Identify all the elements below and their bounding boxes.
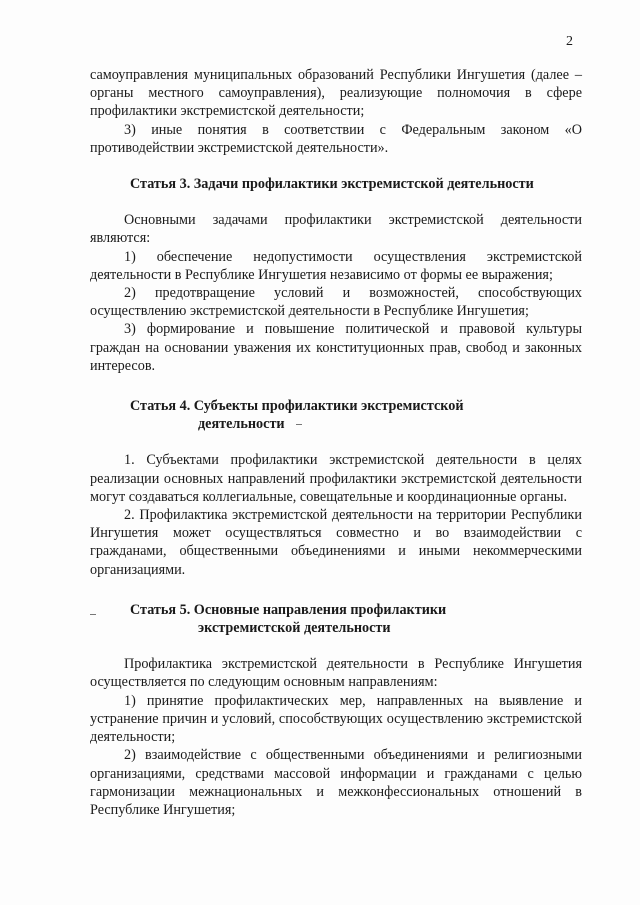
article-heading-line: Статья 3. Задачи профилактики экстремистской деятельности [130,176,534,193]
article-heading-line: деятельности [198,416,285,433]
scan-artifact [90,614,96,615]
paragraph: 1) принятие профилактических мер, направленных на выявление и устранение причин и условий, способствующих осуществлению экстремистской деятельности; [90,692,582,746]
paragraph: 1) обеспечение недопустимости осуществления экстремистской деятельности в Республике Ингушетия независимо от формы ее выражения; [90,248,582,283]
paragraph: 1. Субъектами профилактики экстремистской деятельности в целях реализации основных направлений профилактики экстремистской деятельности могут создаваться коллегиальные, совещательные и координационные органы. [90,452,582,505]
article-heading [90,397,582,433]
paragraph: Профилактика экстремистской деятельности в Республике Ингушетия осуществляется по следующим основным направлениям: [90,656,582,691]
paragraph: Основными задачами профилактики экстремистской деятельности являются: [90,212,582,247]
document-body [90,66,582,819]
paragraph: самоуправления муниципальных образований Республики Ингушетия (далее – органы местного самоуправления), реализующие полномочия в сфере профилактики экстремистской деятельности; [90,67,582,120]
article-heading [90,601,582,637]
article-heading-line: экстремистской деятельности [198,620,391,637]
paragraph: 2) взаимодействие с общественными объединениями и религиозными организациями, средствами массовой информации и гражданами с целью гармонизации межнациональных и межконфессиональных отношений в Республике Ингушетия; [90,747,582,818]
article-heading-line: Статья 4. Субъекты профилактики экстремистской [130,398,464,415]
paragraph: 2) предотвращение условий и возможностей, способствующих осуществлению экстремистской деятельности в Республике Ингушетия; [90,285,582,320]
article-heading-line: Статья 5. Основные направления профилактики [130,601,447,618]
paragraph: 2. Профилактика экстремистской деятельности на территории Республики Ингушетия может осуществляться совместно и во взаимодействии с гражданами, общественными объединениями и иными некоммерческими организациями. [90,507,582,578]
page-number: 2 [566,34,573,49]
paragraph: 3) иные понятия в соответствии с Федеральным законом «О противодействии экстремистской деятельности». [90,121,582,156]
article-heading [90,175,582,193]
paragraph: 3) формирование и повышение политической и правовой культуры граждан на основании уважения их конституционных прав, свобод и законных интересов. [90,321,582,374]
scan-artifact [296,424,302,425]
